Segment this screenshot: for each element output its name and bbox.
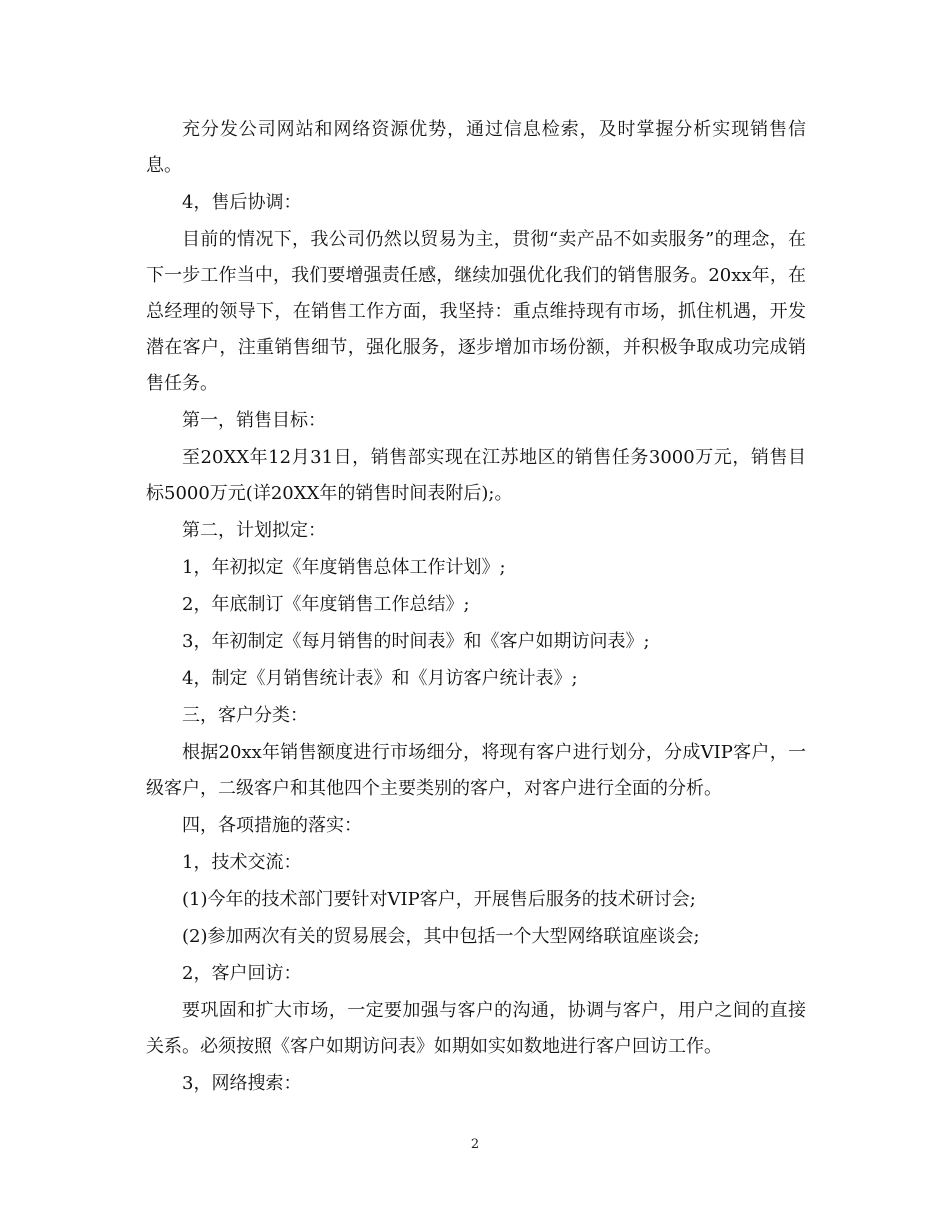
paragraph: 4，制定《月销售统计表》和《月访客户统计表》; xyxy=(182,668,578,689)
paragraph: 2，年底制订《年度销售工作总结》; xyxy=(182,594,470,615)
paragraph: 2，客户回访： xyxy=(182,963,302,984)
paragraph: (2)参加两次有关的贸易展会，其中包括一个大型网络联谊座谈会; xyxy=(182,926,700,947)
paragraph: 1，技术交流： xyxy=(182,852,302,873)
page-number: 2 xyxy=(470,1137,480,1152)
paragraph: 充分发公司网站和网络资源优势，通过信息检索，及时掌握分析实现销售信息。 xyxy=(146,119,806,176)
paragraph: 3，年初制定《每月销售的时间表》和《客户如期访问表》; xyxy=(182,631,650,652)
paragraph: 根据20xx年销售额度进行市场细分，将现有客户进行划分，分成VIP客户，一级客户，二级客户和其他四个主要类别的客户，对客户进行全面的分析。 xyxy=(146,742,806,799)
paragraph: (1)今年的技术部门要针对VIP客户，开展售后服务的技术研讨会; xyxy=(182,889,696,910)
paragraph: 第一，销售目标： xyxy=(182,410,326,431)
paragraph: 要巩固和扩大市场，一定要加强与客户的沟通，协调与客户，用户之间的直接关系。必须按照《客户如期访问表》如期如实如数地进行客户回访工作。 xyxy=(146,1000,806,1057)
paragraph: 3，网络搜索： xyxy=(182,1073,302,1094)
paragraph: 第二，计划拟定： xyxy=(182,520,326,541)
document-body xyxy=(146,112,806,1103)
paragraph: 1，年初拟定《年度销售总体工作计划》; xyxy=(182,557,506,578)
paragraph: 4，售后协调： xyxy=(182,192,302,213)
paragraph: 至20XX年12月31日，销售部实现在江苏地区的销售任务3000万元，销售目标5000万元(详20XX年的销售时间表附后);。 xyxy=(146,447,806,504)
paragraph: 四，各项措施的落实： xyxy=(182,815,362,836)
paragraph: 目前的情况下，我公司仍然以贸易为主，贯彻“卖产品不如卖服务”的理念，在下一步工作当中，我们要增强责任感，继续加强优化我们的销售服务。20xx年，在总经理的领导下，在销售工作方面，我坚持：重点维持现有市场，抓住机遇，开发潜在客户，注重销售细节，强化服务，逐步增加市场份额，并积极争取成功完成销售任务。 xyxy=(146,229,806,394)
paragraph: 三，客户分类： xyxy=(182,705,308,726)
